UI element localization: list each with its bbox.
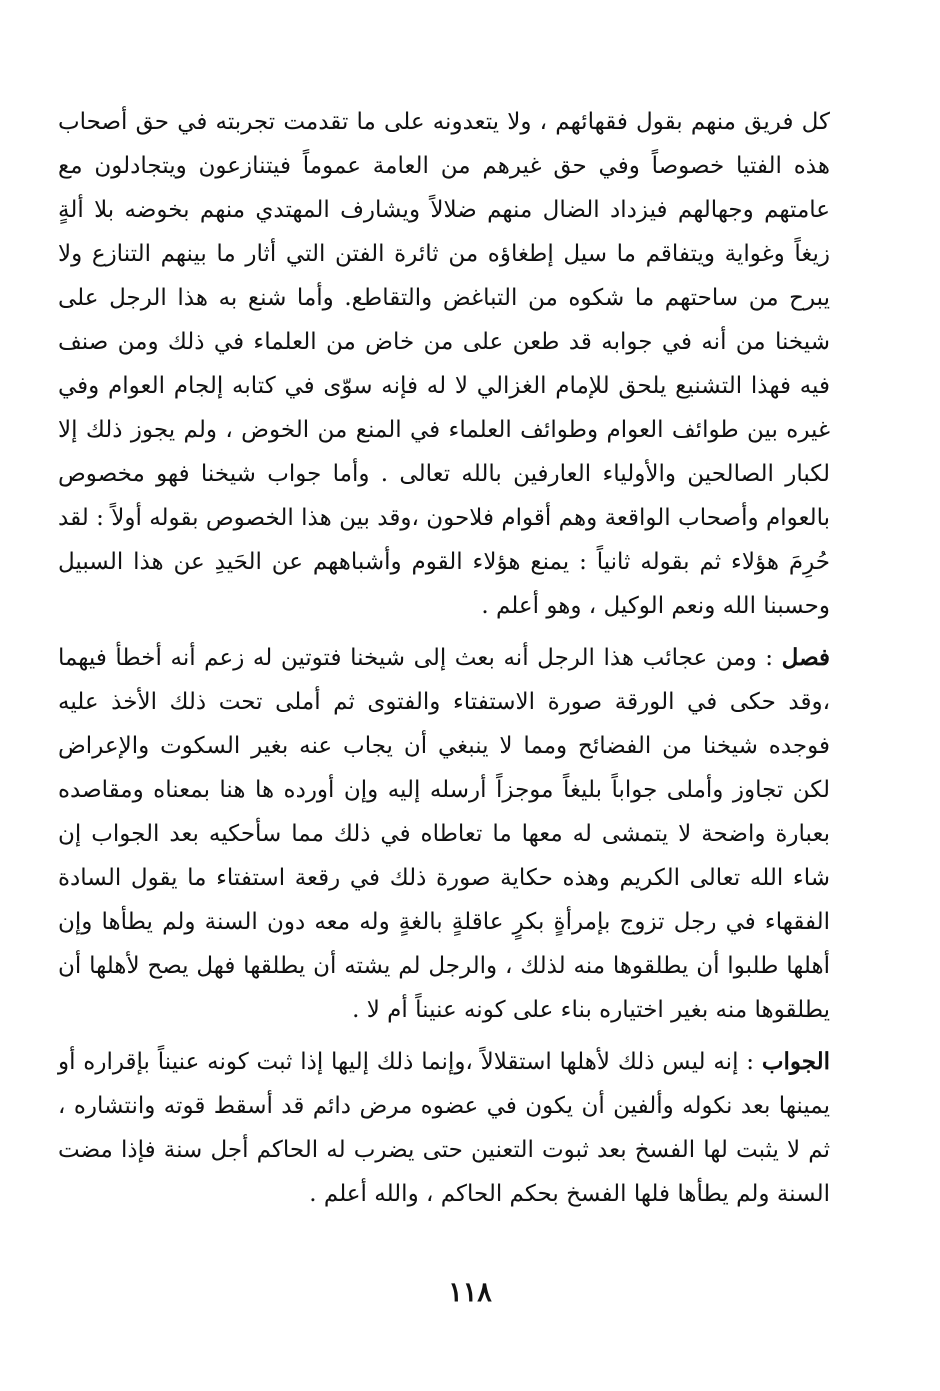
- main-text-block: [58, 100, 830, 1224]
- paragraph-text: : ومن عجائب هذا الرجل أنه بعث إلى شيخنا فتوتين له زعم أنه أخطأ فيهما ،وقد حكى في الورقة صورة الاستفتاء والفتوى ثم أملى تحت ذلك الأخذ عليه فوجده شيخنا من الفضائح ومما لا ينبغي أن يجاب عنه بغير السكوت والإعراض لكن تجاوز وأملى جواباً بليغاً موجزاً أرسله إليه وإن أورده ها هنا بمعناه ومقاصده بعبارة واضحة لا يتمشى له معها ما تعاطاه في ذلك مما سأحكيه بعد الجواب إن شاء الله تعالى الكريم وهذه حكاية صورة ذلك في رقعة استفتاء ما يقول السادة الفقهاء في رجل تزوج بإمرأةٍ بكرٍ عاقلةٍ بالغةٍ وله معه دون السنة ولم يطأها وإن أهلها طلبوا أن يطلقوها منه لذلك ، والرجل لم يشته أن يطلقها فهل يصح لأهلها أن يطلقوها منه بغير اختياره بناء على كونه عنيناً أم لا .: [58, 645, 830, 1023]
- paragraph-text: : إنه ليس ذلك لأهلها استقلالاً ،وإنما ذلك إليها إذا ثبت كونه عنيناً بإقراره أو يمينها بعد نكوله وألفين أن يكون في عضوه مرض دائم قد أسقط قوته وانتشاره ، ثم لا يثبت لها الفسخ بعد ثبوت التعنين حتى يضرب له الحاكم أجل سنة فإذا مضت السنة ولم يطأها فلها الفسخ بحكم الحاكم ، والله أعلم .: [58, 1049, 830, 1207]
- page-number: ١١٨: [448, 1277, 492, 1308]
- paragraph-text: كل فريق منهم بقول فقهائهم ، ولا يتعدونه على ما تقدمت تجربته في حق أصحاب هذه الفتيا خصوصاً وفي حق غيرهم من العامة عموماً فيتنازعون ويتجادلون مع عامتهم وجهالهم فيزداد الضال منهم ضلالاً ويشارف المهتدي منهم بخوضه بلا ألةٍ زيغاً وغواية ويتفاقم ما سيل إطغاؤه من ثائرة الفتن التي أثار ما بينهم التنازع ولا يبرح من ساحتهم ما شكوه من التباغض والتقاطع. وأما شنع به هذا الرجل على شيخنا من أنه في جوابه قد طعن على من خاض من العلماء في ذلك ومن صنف فيه فهذا التشنيع يلحق للإمام الغزالي لا له فإنه سوّى في كتابه إلجام العوام وفي غيره بين طوائف العوام وطوائف العلماء في المنع من الخوض ، ولم يجوز ذلك إلا لكبار الصالحين والأولياء العارفين بالله تعالى . وأما جواب شيخنا فهو مخصوص بالعوام وأصحاب الواقعة وهم أقوام فلاحون ،وقد بين هذا الخصوص بقوله أولاً : لقد حُرِمَ هؤلاء ثم بقوله ثانياً : يمنع هؤلاء القوم وأشباههم عن الحَيدِ عن هذا السبيل وحسبنا الله ونعم الوكيل ، وهو أعلم .: [58, 109, 830, 619]
- paragraph-lead: الجواب: [761, 1048, 831, 1075]
- paragraph-answer: [58, 1040, 830, 1216]
- paragraph-continuation: [58, 100, 830, 628]
- paragraph-lead: فصل: [781, 644, 831, 671]
- paragraph-fasl: [58, 636, 830, 1032]
